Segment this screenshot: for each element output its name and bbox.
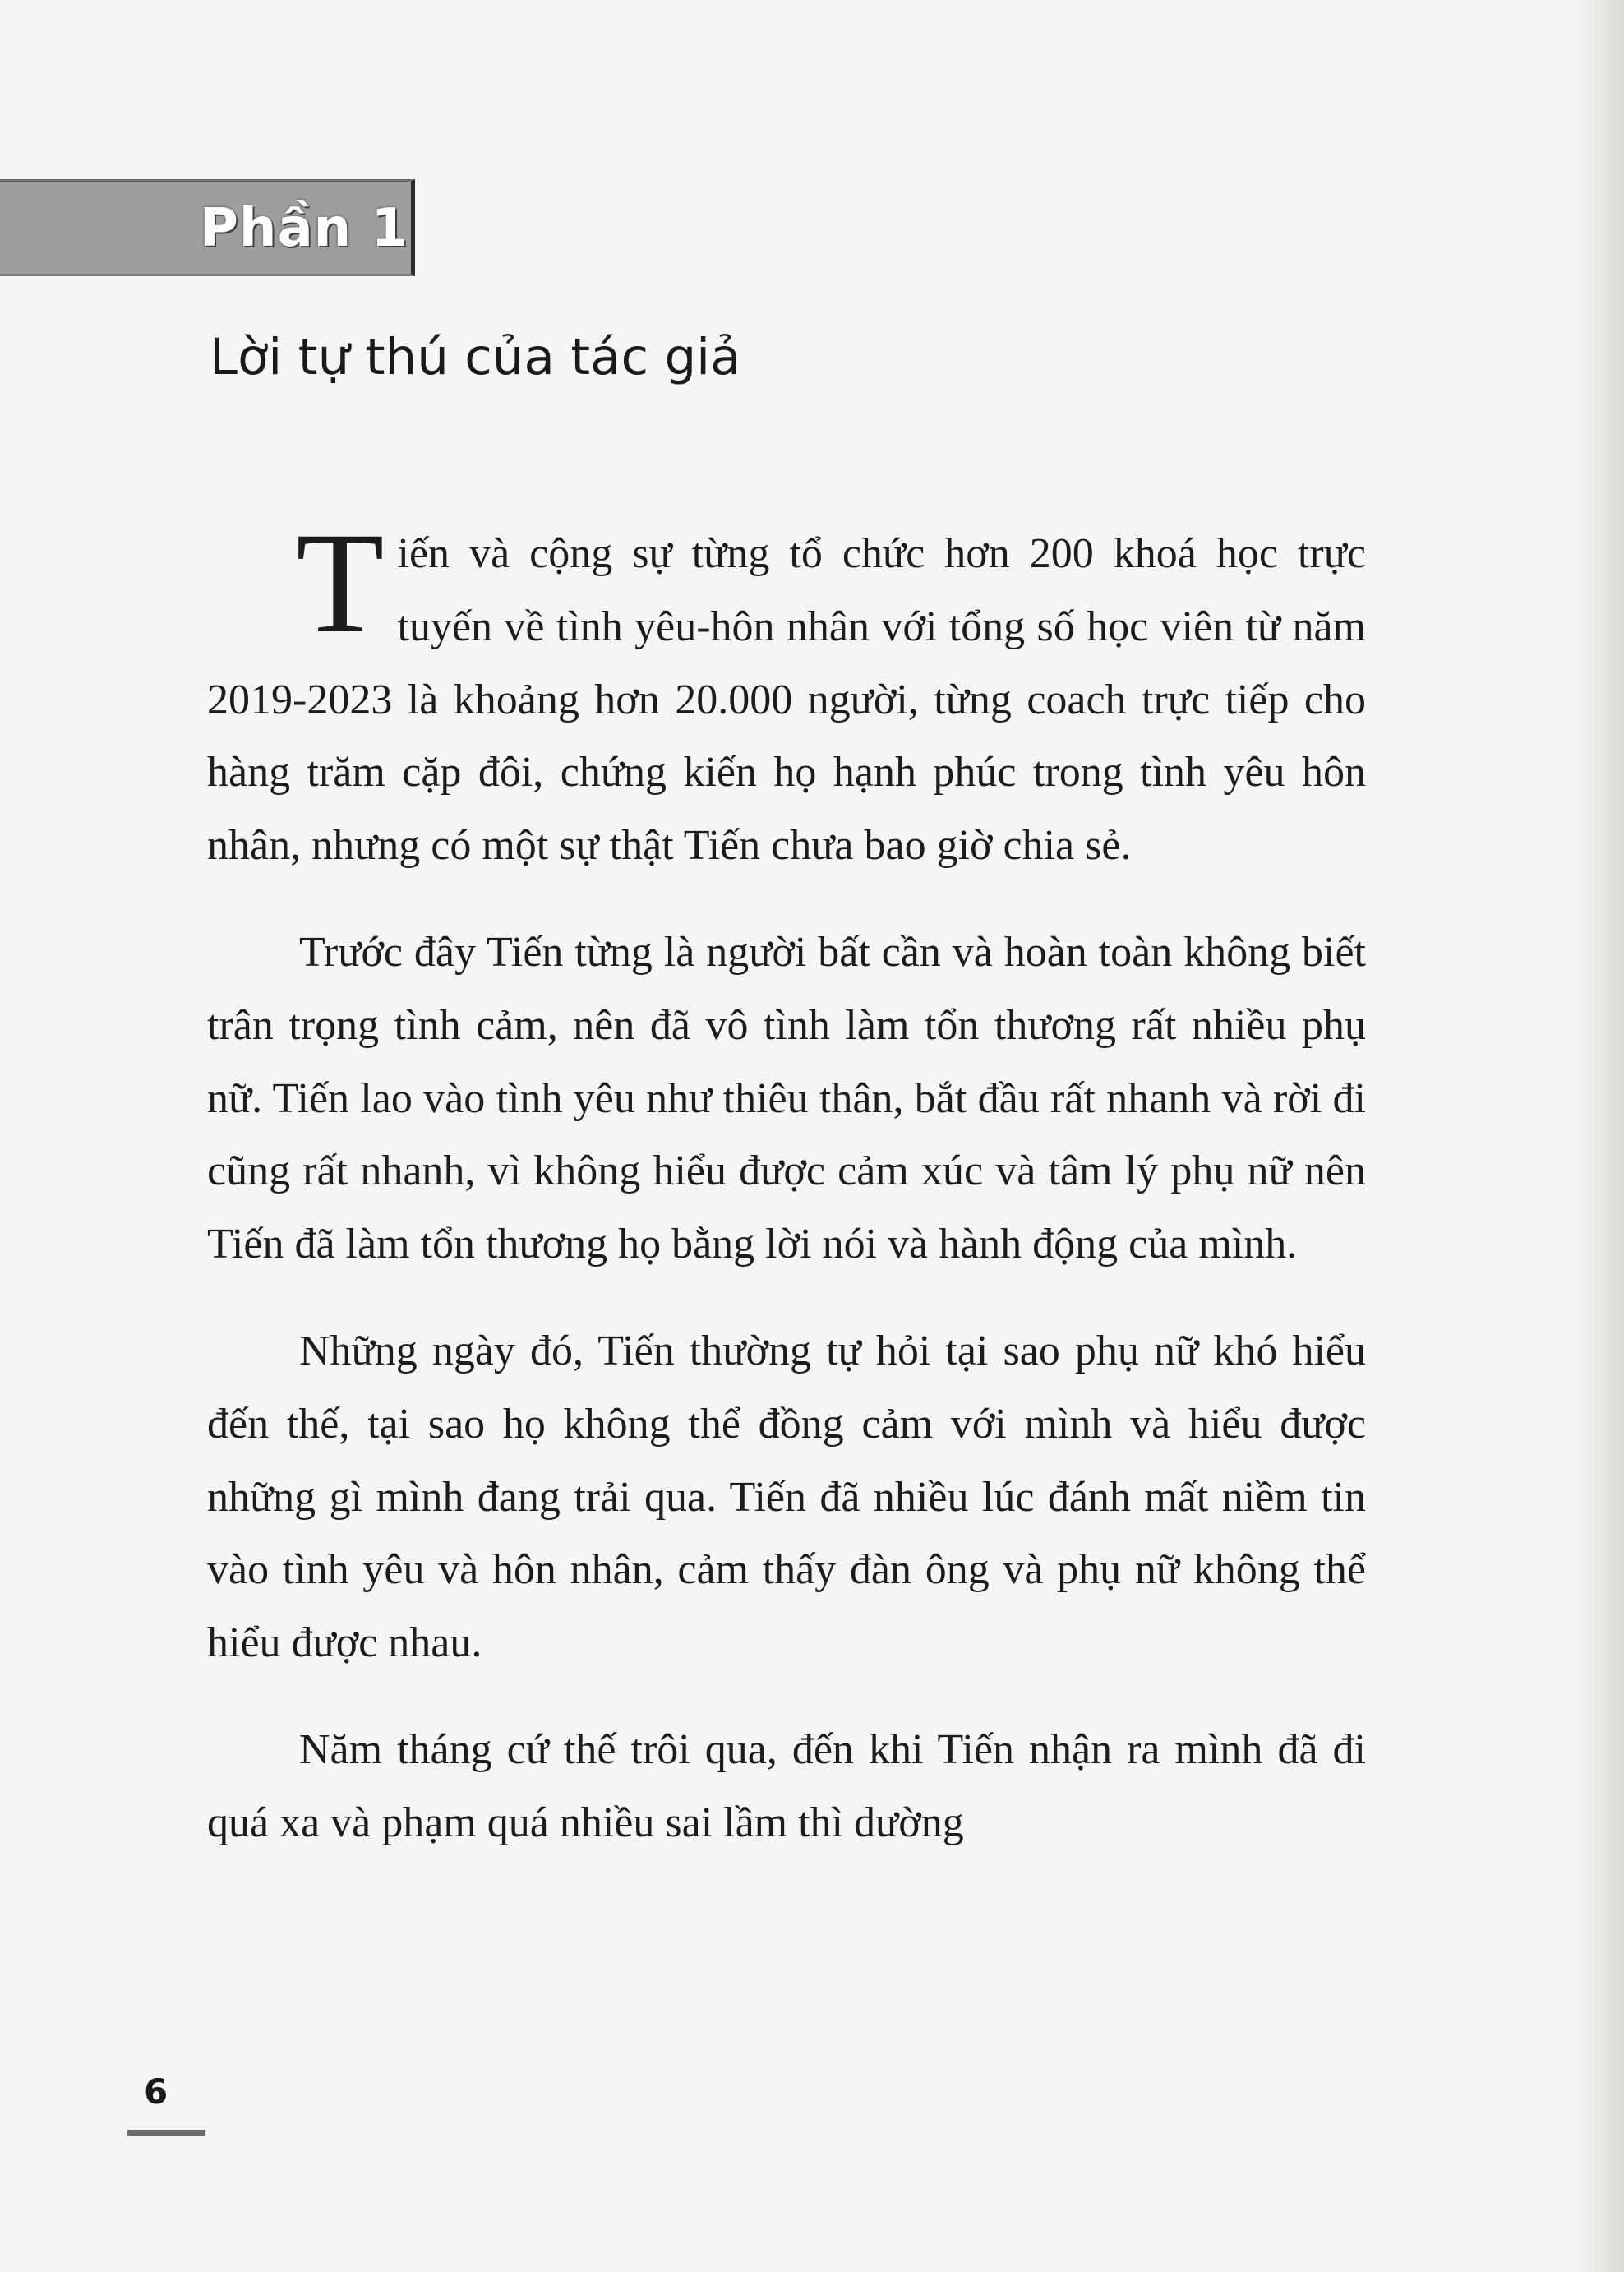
page-number: 6	[144, 2071, 168, 2112]
page-number-rule	[127, 2130, 205, 2136]
paragraph-3: Những ngày đó, Tiến thường tự hỏi tại sao phụ nữ khó hiểu đến thế, tại sao họ không thể đồng cảm với mình và hiểu được những gì mình đang trải qua. Tiến đã nhiều lúc đánh mất niềm tin vào tình yêu và hôn nhân, cảm thấy đàn ông và phụ nữ không thể hiểu được nhau.	[207, 1327, 1366, 1667]
paragraph-2: Trước đây Tiến từng là người bất cần và hoàn toàn không biết trân trọng tình cảm, nên đã vô tình làm tổn thương rất nhiều phụ nữ. Tiến lao vào tình yêu như thiêu thân, bắt đầu rất nhanh và rời đi cũng rất nhanh, vì không hiểu được cảm xúc và tâm lý phụ nữ nên Tiến đã làm tổn thương họ bằng lời nói và hành động của mình.	[207, 928, 1366, 1268]
page-edge-shadow	[1575, 0, 1624, 2272]
paragraph-1-text: iến và cộng sự từng tổ chức hơn 200 khoá học trực tuyến về tình yêu-hôn nhân với tổng số học viên từ năm 2019-2023 là khoảng hơn 20.000 người, từng coach trực tiếp cho hàng trăm cặp đôi, chứng kiến họ hạnh phúc trong tình yêu hôn nhân, nhưng có một sự thật Tiến chưa bao giờ chia sẻ.	[207, 530, 1366, 870]
paragraph-4: Năm tháng cứ thế trôi qua, đến khi Tiến nhận ra mình đã đi quá xa và phạm quá nhiều sai lầm thì dường	[207, 1725, 1366, 1846]
paragraph-1	[207, 503, 1366, 883]
section-label: Phần 1	[200, 198, 409, 259]
drop-cap: T	[296, 503, 385, 663]
body-text	[207, 503, 1366, 1894]
chapter-title: Lời tự thú của tác giả	[210, 328, 741, 386]
